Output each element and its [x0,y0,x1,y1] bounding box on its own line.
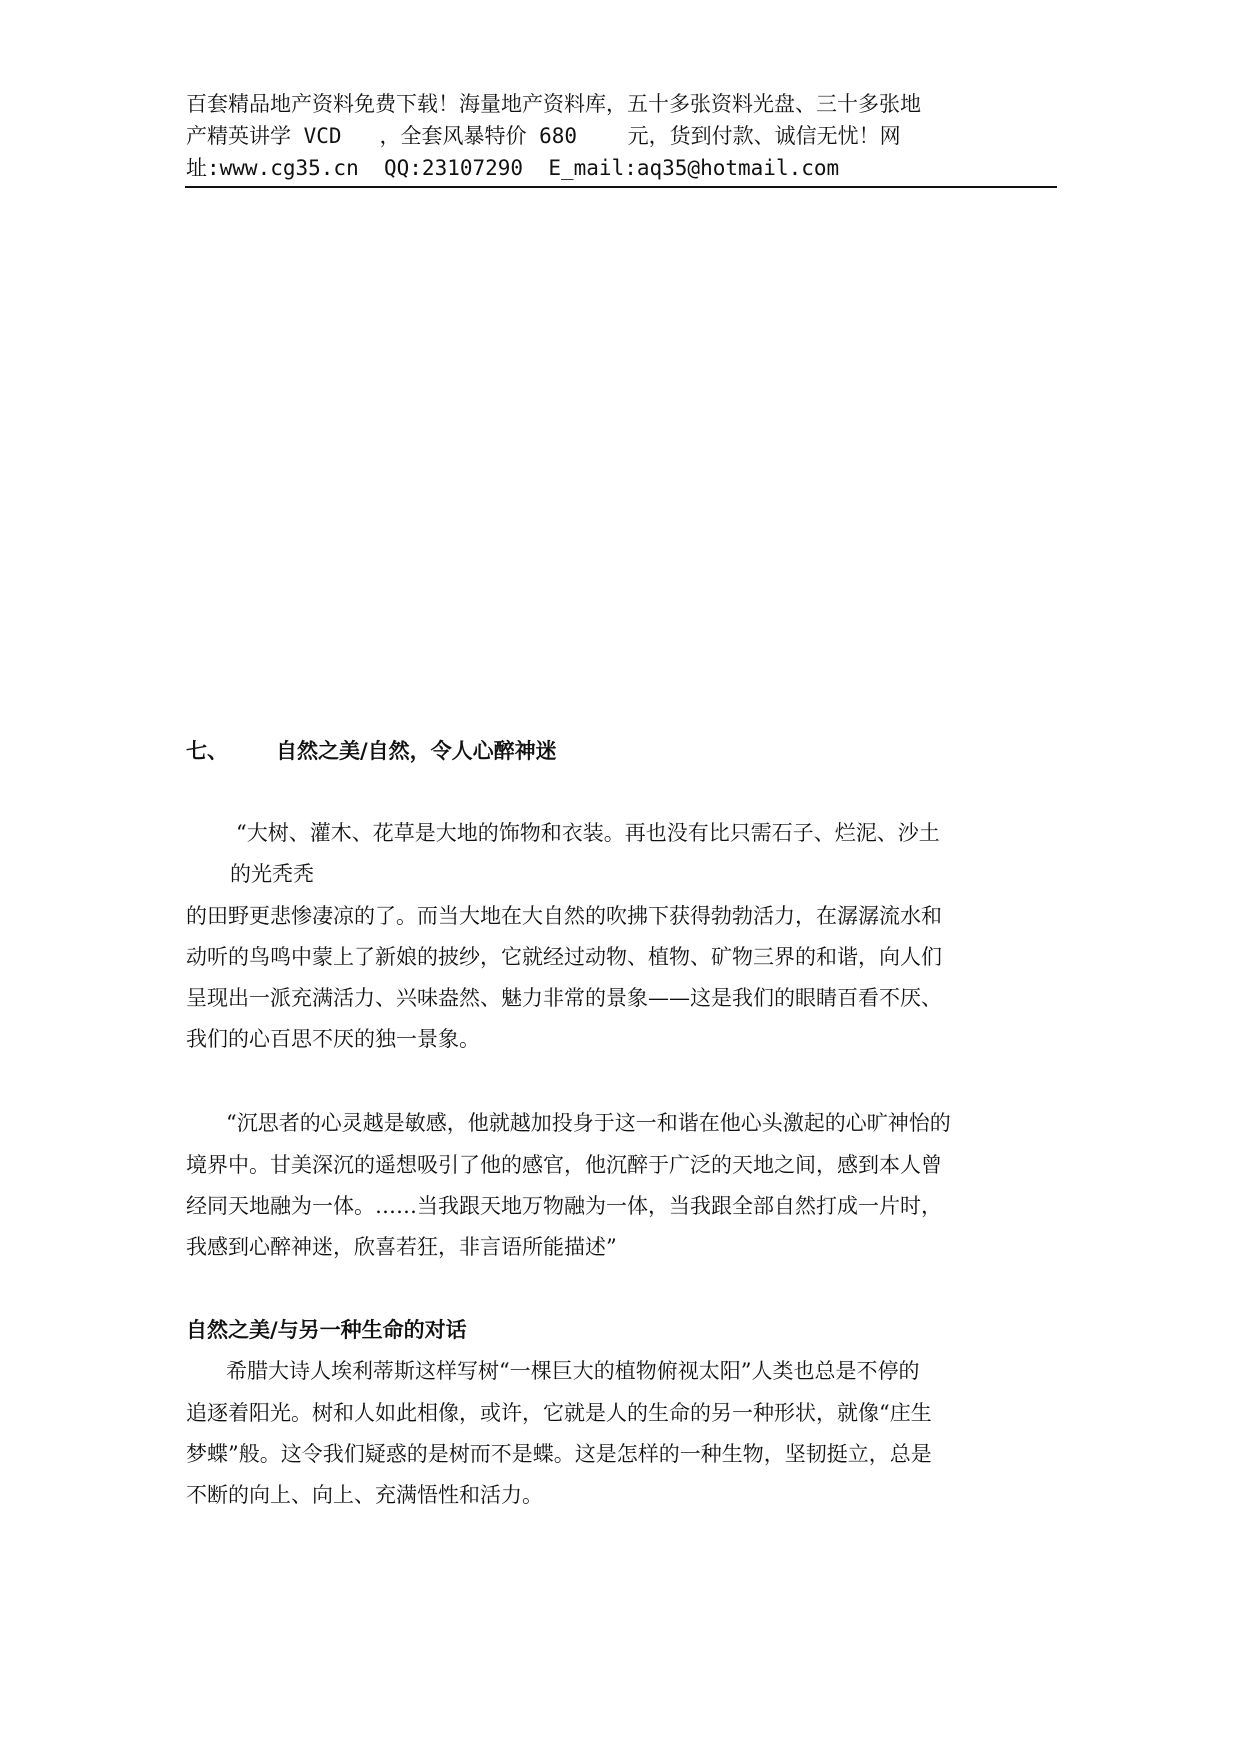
section-heading [186,736,557,766]
paragraph-line: 我们的心百思不厌的独一景象。 [186,1027,480,1051]
paragraph-line: 动听的鸟鸣中蒙上了新娘的披纱，它就经过动物、植物、矿物三界的和谐，向人们 [186,945,942,969]
paragraph-line: 我感到心醉神迷，欣喜若狂，非言语所能描述” [186,1235,617,1259]
header-divider [185,186,1057,188]
header-line: 址:www.cg35.cn QQ:23107290 E_mail:aq35@hotmail.com [186,156,840,180]
paragraph-line: 经同天地融为一体。……当我跟天地万物融为一体，当我跟全部自然打成一片时， [186,1194,942,1218]
paragraph-line: 的田野更悲惨凄凉的了。而当大地在大自然的吹拂下获得勃勃活力，在潺潺流水和 [186,904,942,928]
header-line: 百套精品地产资料免费下载！海量地产资料库，五十多张资料光盘、三十多张地 [186,92,921,116]
paragraph-line: 追逐着阳光。树和人如此相像，或许，它就是人的生命的另一种形状，就像“庄生 [186,1401,932,1425]
paragraph-line: 不断的向上、向上、充满悟性和活力。 [186,1483,543,1507]
paragraph-line: 的光秃秃 [230,862,314,886]
section-number: 七、 [186,739,228,763]
header-line: 产精英讲学 VCD ，全套风暴特价 680 元，货到付款、诚信无忧！网 [186,124,901,148]
subsection-title: 自然之美/与另一种生命的对话 [186,1318,467,1342]
section-title: 自然之美/自然，令人心醉神迷 [276,739,557,763]
paragraph-line: “沉思者的心灵越是敏感，他就越加投身于这一和谐在他心头激起的心旷神怡的 [226,1111,951,1135]
paragraph-line: 梦蝶”般。这令我们疑惑的是树而不是蝶。这是怎样的一种生物，坚韧挺立，总是 [186,1442,932,1466]
paragraph-line: 希腊大诗人埃利蒂斯这样写树“一棵巨大的植物俯视太阳”人类也总是不停的 [226,1359,920,1383]
subsection-heading [186,1315,467,1345]
paragraph-line: “大树、灌木、花草是大地的饰物和衣装。再也没有比只需石子、烂泥、沙土 [236,821,940,845]
paragraph-line: 境界中。甘美深沉的遥想吸引了他的感官，他沉醉于广泛的天地之间，感到本人曾 [186,1153,942,1177]
paragraph-line: 呈现出一派充满活力、兴味盎然、魅力非常的景象——这是我们的眼睛百看不厌、 [186,986,942,1010]
page-header [186,88,1056,184]
